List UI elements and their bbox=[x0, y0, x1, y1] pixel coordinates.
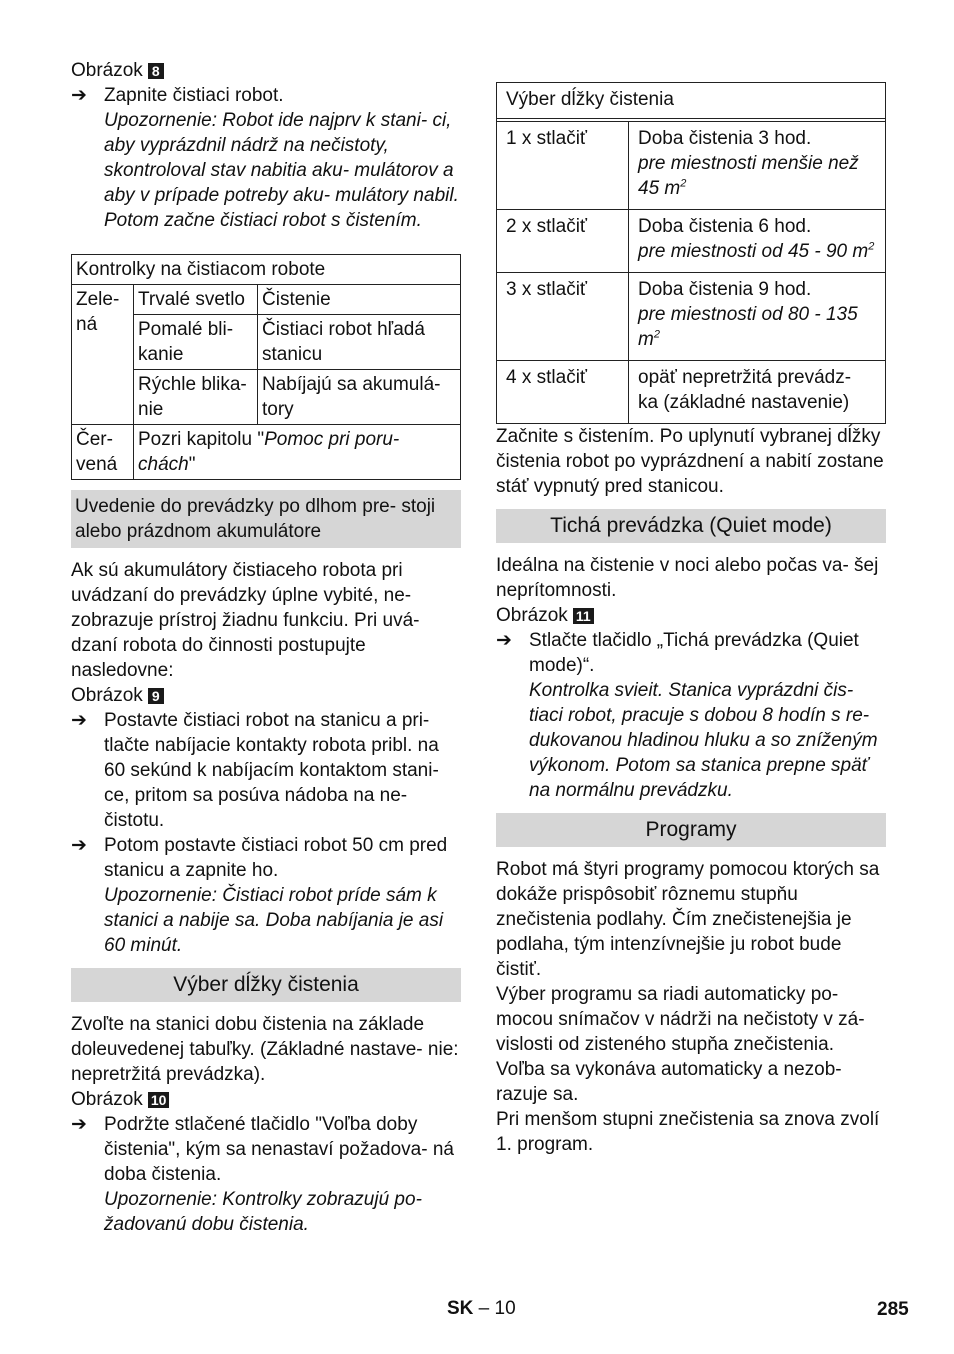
table-cell: 1 x stlačiť bbox=[497, 122, 629, 210]
left-column bbox=[71, 58, 461, 1237]
table-cell: Pozri kapitolu "Pomoc pri poru- chách" bbox=[134, 425, 461, 480]
paragraph: Voľba sa vykonáva automaticky a nezob- razuje sa. bbox=[496, 1059, 842, 1105]
page-footer: SK – 10 bbox=[447, 1298, 516, 1319]
instruction-step: ➔ Potom postavte čistiaci robot 50 cm pred stanicu a zapnite ho. bbox=[71, 835, 448, 881]
table-header: Výber dĺžky čistenia bbox=[497, 83, 886, 119]
table-cell: Nabíjajú sa akumulá- tory bbox=[258, 370, 461, 425]
section-heading: Programy bbox=[496, 813, 886, 847]
instruction-step: ➔ Zapnite čistiaci robot. bbox=[71, 85, 284, 106]
table-cell: Rýchle blika- nie bbox=[134, 370, 258, 425]
section-heading: Výber dĺžky čistenia bbox=[71, 968, 461, 1002]
arrow-right-icon: ➔ bbox=[496, 630, 512, 651]
figure-ref-11: Obrázok 11 bbox=[496, 603, 886, 628]
instruction-step: ➔ Postavte čistiaci robot na stanicu a pri- tlačte nabíjacie kontakty robota pribl. na 60 sekúnd k nabíjacím kontaktom stani- ce, pritom sa posúva nádoba na ne- čistotu. bbox=[71, 710, 439, 831]
local-page-number: 10 bbox=[494, 1298, 516, 1319]
table-cell: opäť nepretržitá prevádz- ka (základné nastavenie) bbox=[629, 361, 886, 424]
figure-number-badge: 8 bbox=[148, 63, 164, 79]
figure-number-badge: 10 bbox=[148, 1092, 170, 1108]
figure-ref-10: Obrázok 10 bbox=[71, 1087, 461, 1112]
table-cell: Čistenie bbox=[258, 285, 461, 315]
table-cell: 3 x stlačiť bbox=[497, 273, 629, 361]
paragraph: Začnite s čistením. Po uplynutí vybranej dĺžky čistenia robot po vyprázdnení a nabití zostane stáť vypnutý pred stanicou. bbox=[496, 426, 884, 497]
indicator-table bbox=[71, 254, 461, 480]
table-cell: Doba čistenia 3 hod. pre miestnosti menšie než 45 $m^2$ bbox=[629, 122, 886, 210]
note-text: Upozornenie: Robot ide najprv k stani- ci, aby vyprázdnil nádrž na nečistoty, skontroloval stav nabitia aku- mulátorov a aby v prípade potreby aku- mulátory nabil. Potom začne čistiaci robot s čistením. bbox=[104, 110, 459, 231]
figure-ref-9: Obrázok 9 bbox=[71, 683, 461, 708]
table-cell-red: Čer- vená bbox=[72, 425, 134, 480]
section-heading: Tichá prevádzka (Quiet mode) bbox=[496, 509, 886, 543]
arrow-right-icon: ➔ bbox=[71, 835, 87, 856]
figure-ref-8: Obrázok 8 bbox=[71, 58, 461, 83]
note-text: Upozornenie: Čistiaci robot príde sám k stanici a nabije sa. Doba nabíjania je asi 60 minút. bbox=[104, 885, 444, 956]
cleaning-duration-table bbox=[496, 82, 886, 424]
paragraph: Výber programu sa riadi automaticky po- mocou snímačov v nádrži na nečistoty v zá- vislosti od zisteného stupňa znečistenia. bbox=[496, 984, 865, 1055]
figure-number-badge: 11 bbox=[573, 608, 594, 624]
note-text: Kontrolka svieit. Stanica vyprázdni čis- tiaci robot, pracuje s dobou 8 hodín s re- dukovanou hladinou hluku a so zníženým výkonom. Potom sa stanica prepne späť na normálnu prevádzku. bbox=[529, 680, 878, 801]
table-cell: Trvalé svetlo bbox=[134, 285, 258, 315]
table-cell: Doba čistenia 6 hod. pre miestnosti od 45 - 90 $m^2$ bbox=[629, 210, 886, 273]
page-number: 285 bbox=[877, 1299, 909, 1320]
instruction-step: ➔ Podržte stlačené tlačidlo "Voľba doby čistenia", kým sa nenastaví požadova- ná doba čistenia. bbox=[71, 1114, 454, 1185]
table-header: Kontrolky na čistiacom robote bbox=[72, 255, 461, 285]
figure-number-badge: 9 bbox=[148, 688, 164, 704]
arrow-right-icon: ➔ bbox=[71, 710, 87, 731]
note-text: Upozornenie: Kontrolky zobrazujú po- žadovanú dobu čistenia. bbox=[104, 1189, 422, 1235]
table-cell-green: Zele- ná bbox=[72, 285, 134, 425]
table-cell: 4 x stlačiť bbox=[497, 361, 629, 424]
language-code: SK bbox=[447, 1298, 474, 1319]
table-cell: Doba čistenia 9 hod. pre miestnosti od 80 - 135 $m^2$ bbox=[629, 273, 886, 361]
table-cell: Pomalé bli- kanie bbox=[134, 315, 258, 370]
paragraph: Ak sú akumulátory čistiaceho robota pri uvádzaní do prevádzky úplne vybité, ne- zobrazuje prístroj žiadnu funkciu. Pri uvá- dzaní robota do činnosti postupujte nasledovne: bbox=[71, 560, 420, 681]
arrow-right-icon: ➔ bbox=[71, 85, 87, 106]
table-cell: 2 x stlačiť bbox=[497, 210, 629, 273]
paragraph: Pri menšom stupni znečistenia sa znova zvolí 1. program. bbox=[496, 1109, 880, 1155]
right-column bbox=[496, 82, 886, 1157]
table-cell: Čistiaci robot hľadá stanicu bbox=[258, 315, 461, 370]
arrow-right-icon: ➔ bbox=[71, 1114, 87, 1135]
paragraph: Ideálna na čistenie v noci alebo počas va- šej neprítomnosti. bbox=[496, 555, 879, 601]
paragraph: Zvoľte na stanici dobu čistenia na základe doleuvedenej tabuľky. (Základné nastave- nie: nepretržitá prevádzka). bbox=[71, 1014, 459, 1085]
section-heading: Uvedenie do prevádzky po dlhom pre- stoji alebo prázdnom akumulátore bbox=[71, 490, 461, 548]
paragraph: Robot má štyri programy pomocou ktorých sa dokáže prispôsobiť rôznemu stupňu znečistenia podlahy. Čím znečistenejšia je podlaha, tým intenzívnejšie ju robot bude čistiť. bbox=[496, 859, 880, 980]
instruction-step: ➔ Stlačte tlačidlo „Tichá prevádzka (Quiet mode)“. bbox=[496, 630, 859, 676]
